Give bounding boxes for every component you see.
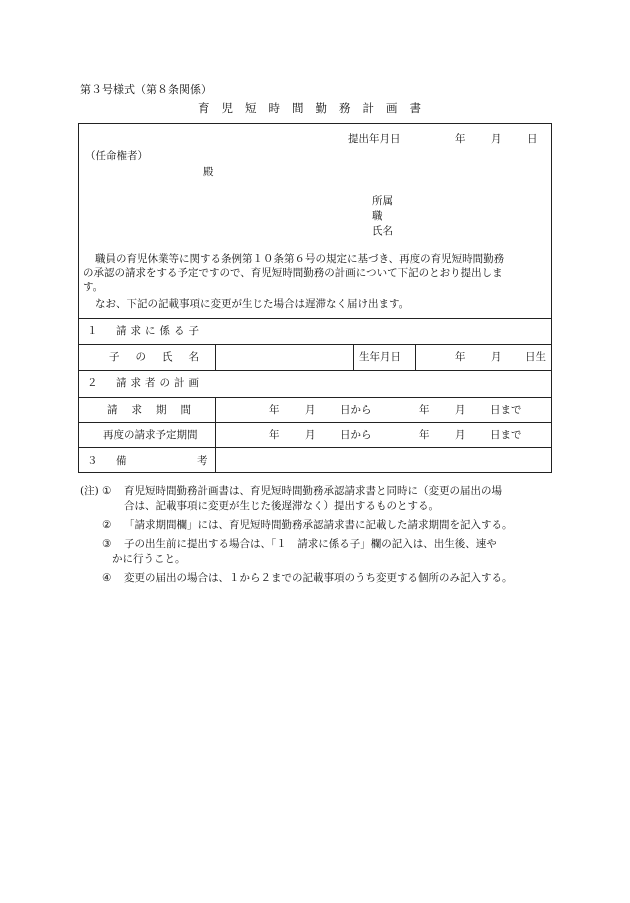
table-divider [79,318,551,319]
note-3 [80,537,560,552]
submission-date-label: 提出年月日 [348,133,401,145]
note-3-line-1: 子の出生前に提出する場合は、「１ 請求に係る子」欄の記入は、出生後、速や [124,538,497,550]
notes-prefix: (注) [80,485,99,497]
note-4-mark: ④ [102,572,112,584]
planned-end-year: 年 [419,429,430,441]
statement-line-1: 職員の育児休業等に関する条例第１０条第６号の規定に基づき、再度の育児短時間勤務 [95,253,505,265]
statement-line-4: なお、下記の記載事項に変更が生じた場合は遅滞なく届け出ます。 [95,298,410,310]
submission-year: 年 [455,133,466,145]
form-title: 育児短時間勤務計画書 [198,101,433,115]
request-period-label: 請求期間 [107,404,205,416]
planned-start-month: 月 [305,429,316,441]
planned-start-year: 年 [269,429,280,441]
name-label: 氏名 [372,225,393,237]
table-divider [215,344,216,370]
section-3-heading-end: 考 [197,455,208,467]
note-3-mark: ③ [102,538,112,550]
appointer-label: （任命権者） [85,150,148,162]
note-2-mark: ② [102,519,112,531]
birth-day: 日生 [525,351,546,363]
period-start-day: 日から [340,404,372,416]
period-start-month: 月 [305,404,316,416]
period-end-month: 月 [455,404,466,416]
note-4-text: 変更の届出の場合は、１から２までの記載事項のうち変更する個所のみ記入する。 [124,572,513,584]
note-3-cont [80,552,560,571]
table-divider [79,397,551,398]
affiliation-label: 所属 [372,195,393,207]
table-divider [415,344,416,370]
note-4 [80,571,560,586]
note-1-line-2: 合は、記載事項に変更が生じた後遅滞なく）提出するものとする。 [124,500,439,512]
submission-day: 日 [527,133,538,145]
note-3-line-2: かに行うこと。 [112,553,186,565]
table-divider [215,397,216,473]
honorific-label: 殿 [203,166,214,178]
section-1-heading: １ 請求に係る子 [87,325,203,337]
note-1-cont [80,499,560,518]
section-2-heading: ２ 請求者の計画 [87,377,203,389]
statement-line-3: す。 [83,281,104,293]
note-1-mark: ① [102,485,112,497]
planned-period-label: 再度の請求予定期間 [103,429,198,441]
period-end-day: 日まで [490,404,522,416]
birth-year: 年 [455,351,466,363]
notes-section [80,484,560,586]
table-divider [79,422,551,423]
section-3-heading: ３ 備 [87,455,131,467]
planned-end-month: 月 [455,429,466,441]
form-reference: 第３号様式（第８条関係） [80,83,212,96]
table-divider [79,370,551,371]
form-frame [78,123,552,473]
birthdate-label: 生年月日 [359,351,401,363]
statement-line-2: の承認の請求をする予定ですので、育児短時間勤務の計画について下記のとおり提出しま [83,267,503,279]
planned-end-day: 日まで [490,429,522,441]
note-1-line-1: 育児短時間勤務計画書は、育児短時間勤務承認請求書と同時に（変更の届出の場 [124,485,502,497]
planned-start-day: 日から [340,429,372,441]
table-divider [353,344,354,370]
note-2 [80,518,560,537]
child-name-label: 子の氏名 [109,351,215,363]
birth-month: 月 [491,351,502,363]
table-divider [79,447,551,448]
period-end-year: 年 [419,404,430,416]
submission-month: 月 [491,133,502,145]
table-divider [79,344,551,345]
note-2-text: 「請求期間欄」には、育児短時間勤務承認請求書に記載した請求期間を記入する。 [124,519,513,531]
position-label: 職 [372,210,383,222]
note-1 [80,484,560,499]
period-start-year: 年 [269,404,280,416]
